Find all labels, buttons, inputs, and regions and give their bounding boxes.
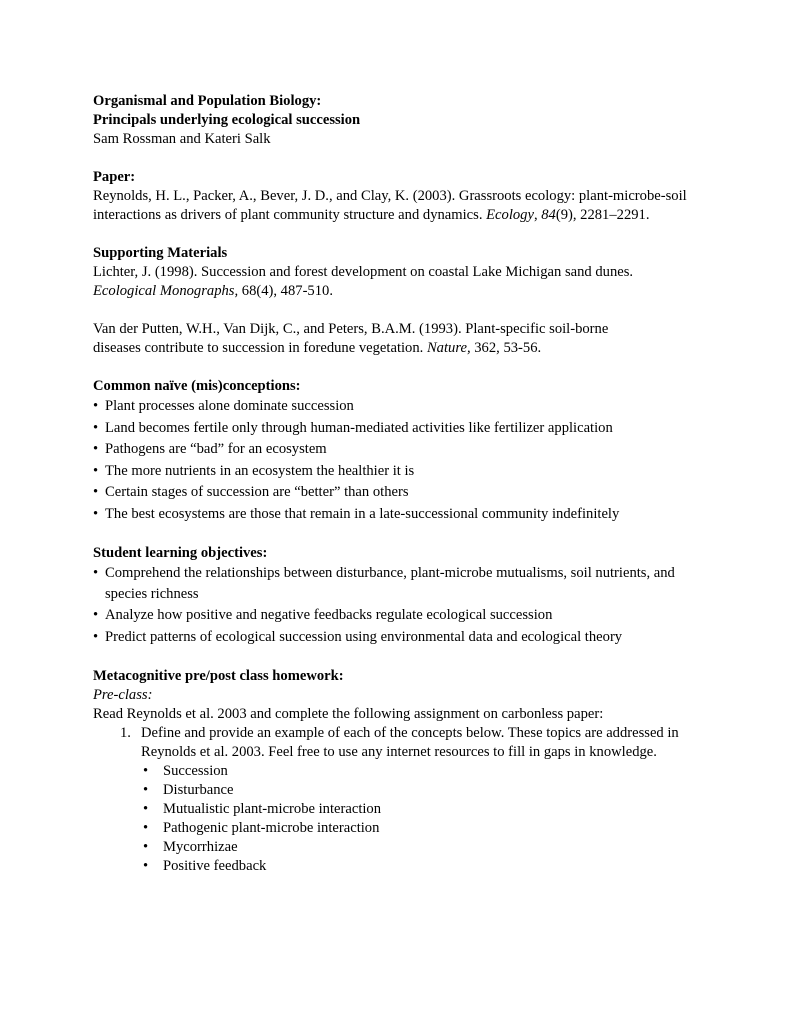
paper-heading: Paper: [93,169,136,185]
supporting-ref2-text: Van der Putten, W.H., Van Dijk, C., and Peters, B.A.M. (1993). Plant-specific soil-borne diseases contribute to succession in foredune vegetation. [93,321,609,356]
supporting-ref1-line2 [93,282,713,301]
paper-comma: , [533,207,542,223]
homework-instruction: Read Reynolds et al. 2003 and complete the following assignment on carbonless paper: [93,706,604,722]
paper-citation-end: (9), 2281–2291. [555,207,650,223]
concepts-list [141,762,701,876]
preclass-label: Pre-class: [93,687,153,703]
supporting-ref2-journal: Nature, [426,340,471,356]
homework-heading: Metacognitive pre/post class homework: [93,668,344,684]
list-item: • Disturbance [141,781,701,800]
step-number: 1. [120,725,131,741]
objectives-heading: Student learning objectives: [93,545,268,561]
supporting-ref2-details: 362, 53-56. [470,340,542,356]
list-item: • Mycorrhizae [141,838,701,857]
misconceptions-list [93,396,713,525]
paper-volume: 84 [541,207,556,223]
list-item: • Land becomes fertile only through human-mediated activities like fertilizer application [93,418,713,440]
list-item: • Mutualistic plant-microbe interaction [141,800,701,819]
paper-citation-text: Reynolds, H. L., Packer, A., Bever, J. D., and Clay, K. (2003). Grassroots ecology: plant-microbe-soil interactions as drivers of plant community structure and dynamics. [93,188,687,223]
list-item: • The more nutrients in an ecosystem the healthier it is [93,461,713,483]
supporting-ref1-details: 68(4), 487-510. [238,283,333,299]
list-item: • Predict patterns of ecological succession using environmental data and ecological theory [93,627,713,649]
supporting-ref2 [93,320,658,358]
objectives-list [93,563,713,648]
paper-journal: Ecology [486,207,534,223]
list-item: • Succession [141,762,701,781]
homework-steps [93,724,713,876]
list-item: • Plant processes alone dominate succession [93,396,713,418]
supporting-heading: Supporting Materials [93,245,228,261]
course-title: Organismal and Population Biology: [93,93,322,109]
supporting-ref1-line1: Lichter, J. (1998). Succession and forest development on coastal Lake Michigan sand dunes. [93,264,634,280]
topic-title: Principals underlying ecological succession [93,112,361,128]
list-item: • Analyze how positive and negative feedbacks regulate ecological succession [93,605,713,627]
list-item: • Certain stages of succession are “better” than others [93,482,713,504]
misconceptions-heading: Common naïve (mis)conceptions: [93,378,301,394]
paper-citation [93,187,693,225]
list-item: • Pathogenic plant-microbe interaction [141,819,701,838]
list-item: • Pathogens are “bad” for an ecosystem [93,439,713,461]
objective-text: • Comprehend the relationships between disturbance, plant-microbe mutualisms, soil nutrients, and species richness [105,565,675,602]
supporting-ref1-journal: Ecological Monographs, [93,283,239,299]
homework-step [93,724,701,876]
authors: Sam Rossman and Kateri Salk [93,131,271,147]
document-content [93,92,713,876]
list-item: • Positive feedback [141,857,701,876]
step-text: Define and provide an example of each of the concepts below. These topics are addressed in Reynolds et al. 2003. Feel free to use any internet resources to fill in gaps in knowledge. [141,725,679,760]
list-item: • The best ecosystems are those that remain in a late-successional community indefinitely [93,504,713,526]
list-item [93,563,695,605]
